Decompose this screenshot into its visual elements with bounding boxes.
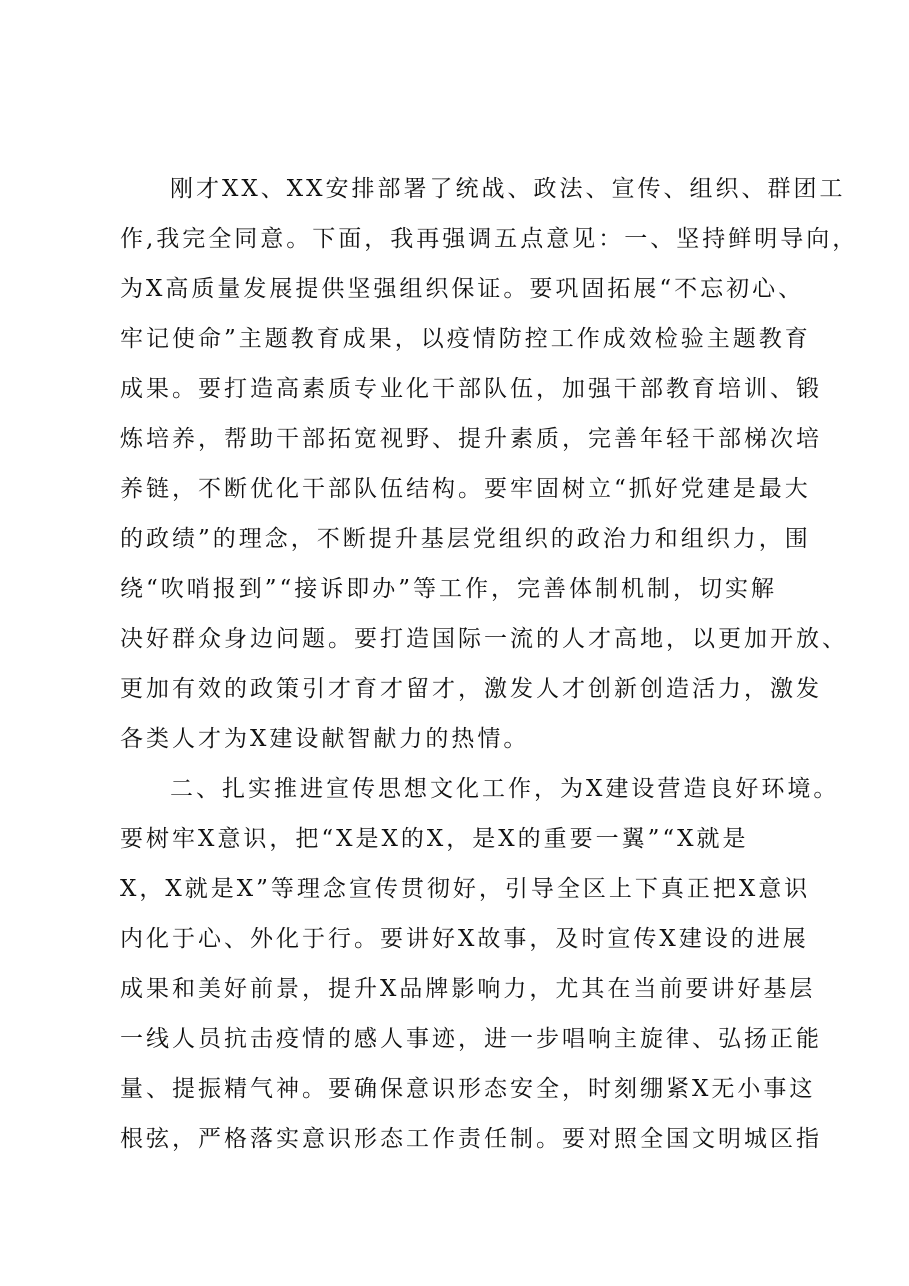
text-line: X，X就是X”等理念宣传贯彻好，引导全区上下真正把X意识	[120, 876, 811, 902]
text-line: 炼培养，帮助干部拓宽视野、提升素质，完善年轻干部梯次培	[120, 426, 822, 452]
text-line: 刚才XX、XX安排部署了统战、政法、宣传、组织、群团工	[170, 176, 846, 202]
text-line: 牢记使命”主题教育成果，以疫情防控工作成效检验主题教育	[120, 326, 811, 352]
text-line: 成果和美好前景，提升X品牌影响力，尤其在当前要讲好基层	[120, 976, 816, 1002]
text-line: 养链，不断优化干部队伍结构。要牢固树立“抓好党建是最大	[120, 476, 811, 502]
text-line: 为X高质量发展提供坚强组织保证。要巩固拓展“不忘初心、	[120, 276, 805, 302]
text-line: 的政绩”的理念，不断提升基层党组织的政治力和组织力，围	[120, 526, 811, 552]
text-line: 作,我完全同意。下面，我再强调五点意见：一、坚持鲜明导向，	[120, 226, 859, 252]
text-line: 要树牢X意识，把“X是X的X，是X的重要一翼”“X就是	[120, 826, 749, 852]
text-line: 成果。要打造高素质专业化干部队伍，加强干部教育培训、锻	[120, 376, 822, 402]
text-line: 二、扎实推进宣传思想文化工作，为X建设营造良好环境。	[170, 776, 840, 802]
text-line: 各类人才为X建设献智献力的热情。	[120, 726, 530, 752]
text-line: 量、提振精气神。要确保意识形态安全，时刻绷紧X无小事这	[120, 1076, 816, 1102]
text-line: 决好群众身边问题。要打造国际一流的人才高地，以更加开放、	[120, 626, 848, 652]
text-line: 绕“吹哨报到”“接诉即办”等工作，完善体制机制，切实解	[120, 576, 778, 602]
text-line: 根弦，严格落实意识形态工作责任制。要对照全国文明城区指	[120, 1126, 822, 1152]
text-line: 一线人员抗击疫情的感人事迹，进一步唱响主旋律、弘扬正能	[120, 1026, 822, 1052]
text-line: 内化于心、外化于行。要讲好X故事，及时宣传X建设的进展	[120, 926, 809, 952]
text-line: 更加有效的政策引才育才留才，激发人才创新创造活力，激发	[120, 676, 822, 702]
